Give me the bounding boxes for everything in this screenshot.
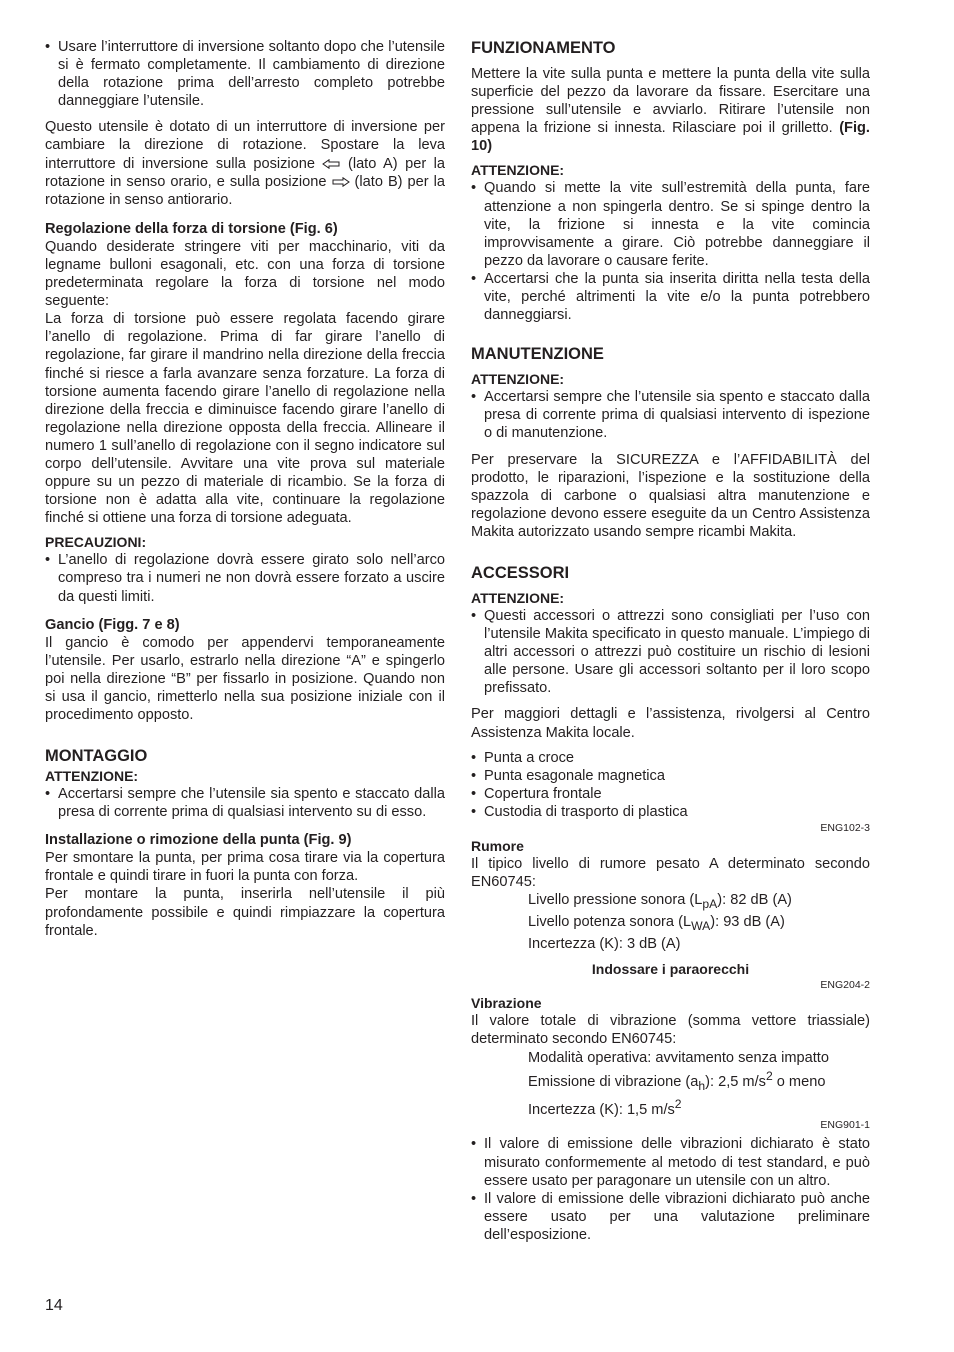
vibration-heading: Vibrazione (471, 995, 542, 1012)
reference-code: ENG204-2 (820, 979, 870, 992)
bit-install-paragraph: Per montare la punta, inserirla nell’utensile il più profondamente possibile e quindi rimpiazzare la copertura frontale. (45, 886, 445, 939)
bullet-screw-push: • Quando si mette la vite sull’estremità della punta, fare attenzione a non spingerla dentro. Se si spinge dentro la vite, la frizione si innesta e la vite comincia improvvisamente a girare. Ciò potrebbe danneggiare il pezzo da lavorare o causare ferite. (471, 179, 870, 269)
operation-heading: FUNZIONAMENTO (471, 39, 616, 57)
bullet-vibration-compare: • Il valore di emissione delle vibrazioni dichiarato è stato misurato conformemente al metodo di test standard, e può essere usato per paragonare un utensile con un altro. (471, 1135, 870, 1189)
torque-intro: Quando desiderate stringere viti per macchinario, viti da legname bulloni esagonali, etc. con una forza di torsione predeterminata regolare la forza di torsione nel modo seguente: (45, 238, 445, 310)
bullet-maintenance-off: • Accertarsi sempre che l’utensile sia spento e staccato dalla presa di corrente prima di qualsiasi intervento di ispezione o di manutenzione. (471, 388, 870, 442)
accessories-heading: ACCESSORI (471, 563, 570, 582)
reverse-switch-paragraph: Questo utensile è dotato di un interruttore di inversione per cambiare la direzione di rotazione. Spostare la leva interruttore di inversione sulla posizione (lato A) per la rotazione in senso orario, e sulla posizione (lato B) per la rotazione in senso antiorario. (45, 119, 446, 208)
list-item: • Copertura frontale (471, 785, 870, 803)
ear-protection-note: Indossare i paraorecchi (591, 961, 750, 978)
maintenance-paragraph: Per preservare la SICUREZZA e l’AFFIDABILITÀ del prodotto, le riparazioni, l’ispezione e la sostituzione della spazzola di carbone o qualsiasi altra manutenzione e regolazione devono essere eseguite da un Centro Assistenza Makita autorizzato usando sempre ricambi Makita. (471, 451, 870, 540)
bullet-ring-limit: • L’anello di regolazione dovrà essere girato solo nell’arco compreso tra i numeri ne non dovrà essere forzato a uscire da questi limiti. (45, 551, 445, 605)
accessories-list (471, 749, 870, 821)
bullet-assembly-off: • Accertarsi sempre che l’utensile sia spento e staccato dalla presa di corrente prima di qualsiasi intervento su di esso. (45, 785, 445, 821)
bullet-bit-straight: • Accertarsi che la punta sia inserita diritta nella testa della vite, perché altrimenti la vite e/o la punta potrebbero danneggiarsi. (471, 270, 870, 324)
operation-caution: ATTENZIONE: (471, 162, 565, 179)
accessories-caution: ATTENZIONE: (471, 589, 565, 606)
arrow-right-icon (332, 177, 350, 187)
torque-procedure: La forza di torsione può essere regolata facendo girare l’anello di regolazione. Prima di far girare l’anello di regolazione, far girare il mandrino nella direzione della freccia finché si riesce a farla avanzare senza forzature. La forza di torsione aumenta facendo girare l’anello di regolazione nella direzione della freccia e diminuisce facendo girare l’anello di regolazione nella direzione opposta della freccia. Allineare il numero 1 sull’anello di regolazione con il segno indicatore sul corpo dell’utensile. Avvitare una vite prova sul materiale oppure su un pezzo di materiale di ricambio. Se la forza di torsione non è adatta alla vite, continuare la regolazione finché si ottiene una forza di torsione adeguata. (45, 311, 445, 527)
sound-pressure-level: Livello pressione sonora $(L_{pA})$: 82 dB (A) (528, 892, 792, 912)
vibration-uncertainty: Incertezza (K): 1,5 $m/s^2$ (528, 1096, 682, 1118)
reference-code: ENG901-1 (820, 1119, 870, 1132)
assembly-heading: MONTAGGIO (45, 747, 148, 766)
torque-heading: Regolazione della forza di torsione (Fig. 6) (45, 220, 338, 237)
operation-paragraph: Mettere la vite sulla punta e mettere la punta della vite sulla superficie del pezzo da lavorare da fissare. Esercitare una pressione sull’utensile e avviarlo. Ritirare l’utensile non appena la frizione si innesta. Rilasciare poi il grilletto. (Fig. 10) (471, 66, 870, 155)
arrow-left-icon (322, 159, 340, 169)
page-number: 14 (45, 1297, 63, 1314)
bit-heading: Installazione o rimozione della punta (Fig. 9) (45, 832, 352, 849)
bit-remove-paragraph: Per smontare la punta, per prima cosa tirare via la copertura frontale e quindi tirare in fuori la punta con forza. (45, 850, 445, 885)
hook-heading: Gancio (Figg. 7 e 8) (45, 616, 180, 633)
precautions-heading: PRECAUZIONI: (45, 534, 147, 551)
maintenance-caution: ATTENZIONE: (471, 371, 565, 388)
assembly-caution: ATTENZIONE: (45, 768, 139, 785)
noise-uncertainty: Incertezza (K): 3 dB (A) (528, 936, 681, 953)
list-item: • Custodia di trasporto di plastica (471, 803, 870, 821)
noise-heading: Rumore (471, 838, 524, 854)
vibration-paragraph: Il valore totale di vibrazione (somma vettore triassiale) determinato secondo EN60745: (471, 1013, 870, 1048)
bullet-reverse-switch: • Usare l’interruttore di inversione soltanto dopo che l’utensile si è fermato completamente. Il cambiamento di direzione della rotazione prima dell’arresto completo potrebbe danneggiare l’utensile. (45, 38, 445, 110)
bullet-accessories: • Questi accessori o attrezzi sono consigliati per l’uso con l’utensile Makita specificato in questo manuale. L’impiego di altri accessori o attrezzi può costituire un rischio di lesioni alle persone. Usare gli accessori soltanto per il loro scopo prefissato. (471, 607, 870, 697)
reference-code: ENG102-3 (820, 822, 870, 834)
list-item: • Punta esagonale magnetica (471, 767, 870, 785)
accessories-contact: Per maggiori dettagli e l’assistenza, rivolgersi al Centro Assistenza Makita locale. (471, 706, 870, 741)
noise-paragraph: Il tipico livello di rumore pesato A determinato secondo EN60745: (471, 856, 870, 891)
maintenance-heading: MANUTENZIONE (471, 345, 604, 364)
sound-power-level: Livello potenza sonora $(L_{WA})$: 93 dB (A) (528, 914, 785, 934)
list-item: • Punta a croce (471, 749, 870, 767)
bullet-vibration-exposure: • Il valore di emissione delle vibrazioni dichiarato può anche essere usato per una valutazione preliminare dell’esposizione. (471, 1190, 870, 1244)
work-mode: Modalità operativa: avvitamento senza impatto (528, 1049, 829, 1066)
left-column (45, 38, 445, 940)
vibration-emission: Emissione di vibrazione $(a_h)$: 2,5 $m/s^2$ o meno (528, 1068, 826, 1093)
hook-paragraph: Il gancio è comodo per appendervi temporaneamente l’utensile. Per usarlo, estrarlo nella direzione “A” e spingerlo poi nella direzione “B” per fissarlo in posizione. Quando non si usa il gancio, rimetterlo nella sua posizione iniziale con il procedimento opposto. (45, 634, 445, 723)
right-column (471, 38, 870, 1244)
